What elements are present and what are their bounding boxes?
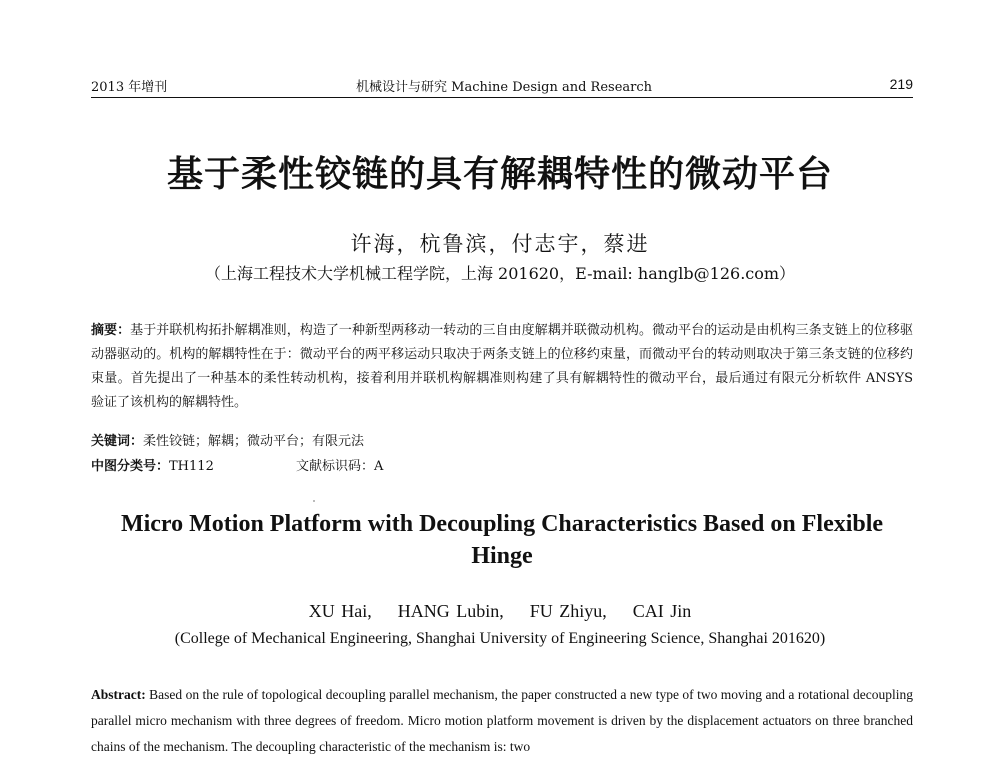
abstract-english <box>91 682 913 760</box>
authors-english: XU Hai, HANG Lubin, FU Zhiyu, CAI Jin <box>308 601 692 621</box>
title-chinese: 基于柔性铰链的具有解耦特性的微动平台 <box>166 154 833 195</box>
scan-speck <box>313 500 315 502</box>
classification-row <box>91 455 384 474</box>
authors-chinese: 许海，杭鲁滨，付志宇，蔡进 <box>350 232 650 256</box>
header-rule <box>91 97 913 98</box>
abstract-english-text: Based on the rule of topological decoupling parallel mechanism, the paper constructed a new type of two moving and a rotational decoupling parallel micro mechanism with three degrees of freedom. Micro motion platform movement is driven by the displacement actuators on three branched chains of the mechanism. The decoupling characteristic of the mechanism is: two <box>91 687 913 754</box>
clc-label: 中图分类号： <box>91 459 170 474</box>
keywords-chinese <box>91 430 364 449</box>
keywords-text: 柔性铰链；解耦；微动平台；有限元法 <box>143 434 365 449</box>
abstract-english-label: Abstract: <box>91 687 146 702</box>
running-header <box>91 76 913 98</box>
clc-value: TH112 <box>169 459 214 474</box>
doc-code-value: A <box>374 459 384 474</box>
keywords-label: 关键词： <box>91 434 144 449</box>
affiliation-chinese: （上海工程技术大学机械工程学院，上海 201620，E-mail: hanglb@126.com） <box>204 264 796 283</box>
abstract-chinese <box>91 319 913 415</box>
doc-code-label: 文献标识码： <box>296 459 375 474</box>
abstract-chinese-label: 摘要： <box>91 323 131 338</box>
journal-name: 机械设计与研究 Machine Design and Research <box>356 80 653 95</box>
page-number: 219 <box>889 76 913 92</box>
affiliation-english: (College of Mechanical Engineering, Shanghai University of Engineering Science, Shanghai 201620) <box>174 630 826 647</box>
title-english: Micro Motion Platform with Decoupling Characteristics Based on Flexible Hinge <box>120 511 884 569</box>
abstract-chinese-text: 基于并联机构拓扑解耦准则，构造了一种新型两移动一转动的三自由度解耦并联微动机构。微动平台的运动是由机构三条支链上的位移驱动器驱动的。机构的解耦特性在于：微动平台的两平移运动只取决于两条支链上的位移约束量，而微动平台的转动则取决于第三条支链的位移约束量。首先提出了一种基本的柔性转动机构，接着利用并联机构解耦准则构建了具有解耦特性的微动平台，最后通过有限元分析软件 ANSYS 验证了该机构的解耦特性。 <box>91 323 913 410</box>
issue-label: 2013 年增刊 <box>91 80 168 95</box>
